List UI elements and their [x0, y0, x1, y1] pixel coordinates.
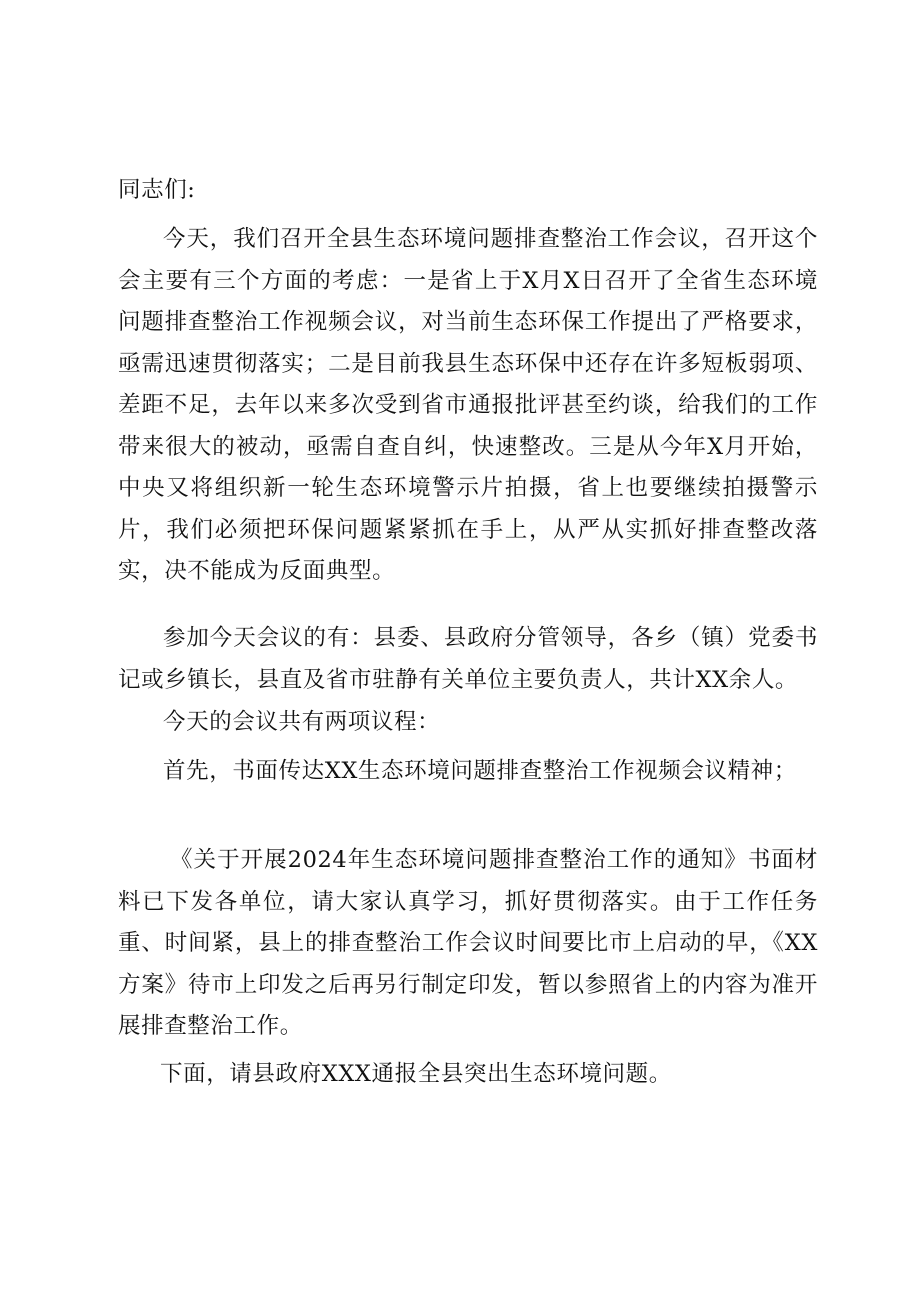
paragraph-attendees: 参加今天会议的有：县委、县政府分管领导，各乡（镇）党委书记或乡镇长，县直及省市驻静有关单位主要负责人，共计XX余人。 — [118, 625, 818, 693]
paragraph-agenda: 今天的会议共有两项议程： — [163, 709, 441, 735]
salutation: 同志们: — [118, 177, 196, 203]
paragraph-next-item: 下面，请县政府XXX通报全县突出生态环境问题。 — [160, 1061, 672, 1087]
paragraph-meeting-purpose: 今天，我们召开全县生态环境问题排查整治工作会议，召开这个会主要有三个方面的考虑：一是省上于X月X日召开了全省生态环境问题排查整治工作视频会议，对当前生态环保工作提出了严格要求，亟需迅速贯彻落实；二是目前我县生态环保中还存在许多短板弱项、差距不足，去年以来多次受到省市通报批评甚至约谈，给我们的工作带来很大的被动，亟需自查自纠，快速整改。三是从今年X月开始，中央又将组织新一轮生态环境警示片拍摄，省上也要继续拍摄警示片，我们必须把环保问题紧紧抓在手上，从严从实抓好排查整改落实，决不能成为反面典型。 — [118, 226, 818, 584]
paragraph-notice: 《关于开展2024年生态环境问题排查整治工作的通知》书面材料已下发各单位，请大家认真学习，抓好贯彻落实。由于工作任务重、时间紧，县上的排查整治工作会议时间要比市上启动的早，《XX方案》待市上印发之后再另行制定印发，暂以参照省上的内容为准开展排查整治工作。 — [118, 847, 818, 1039]
paragraph-first-item: 首先，书面传达XX生态环境问题排查整治工作视频会议精神； — [163, 758, 797, 784]
